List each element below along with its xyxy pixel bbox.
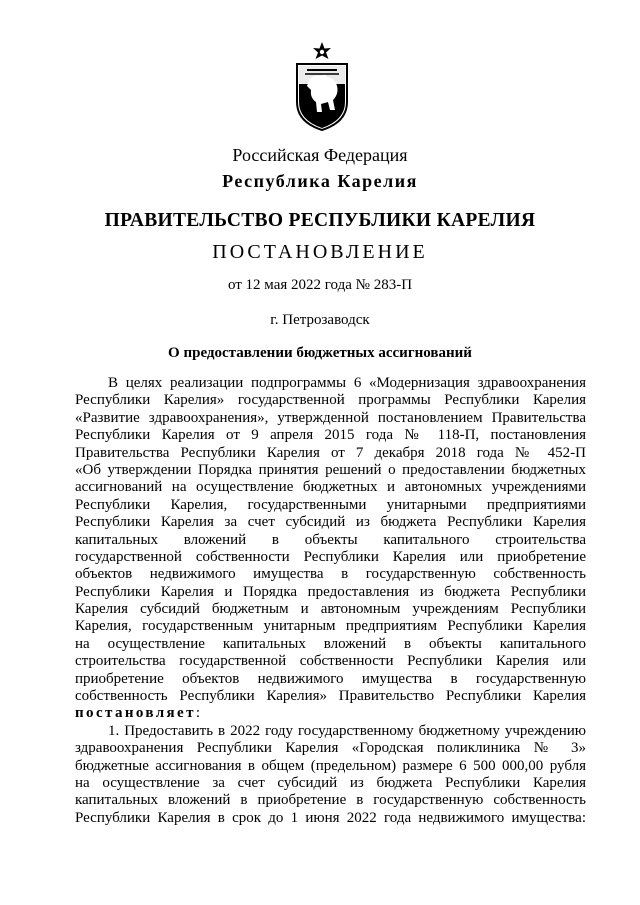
item-line: Республики Карелия в срок до 1 июня 2022 года недвижимого имущества: (75, 809, 586, 826)
decree-word: постановляет (75, 705, 196, 722)
date-number: от 12 мая 2022 года № 283-П (227, 277, 413, 293)
document-subject: О предоставлении бюджетных ассигнований (168, 345, 472, 361)
body-line: приобретение объектов недвижимого имущества в государственную (75, 670, 586, 687)
body-line: Карелия субсидий бюджетным и автономным учреждениям Республики (75, 601, 586, 618)
country-name: Российская Федерация (232, 145, 408, 165)
body-line: собственность Республики Карелия» Правительство Республики Карелия (75, 688, 586, 705)
republic-name: Республика Карелия (222, 171, 418, 191)
body-line: ассигнований на осуществление бюджетных и автономных учреждениями (75, 479, 586, 496)
body-line: Правительства Республики Карелия от 7 декабря 2018 года № 452-П (75, 444, 586, 461)
item-line: бюджетные ассигнования в общем (предельном) размере 6 500 000,00 рубля (75, 757, 586, 774)
decree-colon: : (195, 705, 201, 722)
body-line: объектов недвижимого имущества в государственную собственность (75, 566, 586, 583)
body-line: капитальных вложений в объекты капитального строительства (75, 531, 586, 548)
body-line: Республики Карелия за счет субсидий из бюджета Республики Карелия (75, 514, 586, 531)
item-line: 1. Предоставить в 2022 году государственному бюджетному учреждению (108, 722, 586, 739)
body-line: на осуществление капитальных вложений в объекты капитального (75, 635, 586, 652)
coat-of-arms-emblem (291, 40, 353, 132)
body-line: Республики Карелия и Порядка предоставления из бюджета Республики (75, 583, 586, 600)
decree-line (75, 705, 586, 722)
body-line: государственной собственности Республики Карелия или приобретение (75, 548, 586, 565)
item-line: на осуществление за счет субсидий из бюджета Республики Карелия (75, 774, 586, 791)
body-line: Республики Карелия, государственными унитарными предприятиями (75, 496, 586, 513)
body-line: «Развитие здравоохранения», утвержденной постановлением Правительства (75, 409, 586, 426)
body-line: В целях реализации подпрограммы 6 «Модернизация здравоохранения (108, 375, 586, 391)
document-type: ПОСТАНОВЛЕНИЕ (212, 241, 428, 263)
government-title: ПРАВИТЕЛЬСТВО РЕСПУБЛИКИ КАРЕЛИЯ (104, 210, 536, 231)
document-body (75, 375, 586, 827)
body-line: Республики Карелия от 9 апреля 2015 года № 118-П, постановления (75, 427, 586, 444)
body-line: Республики Карелия» государственной программы Республики Карелия (75, 392, 586, 409)
city: г. Петрозаводск (270, 312, 370, 328)
body-line: строительства государственной собственности Республики Карелия или (75, 653, 586, 670)
item-line: капитальных вложений в приобретение в государственную собственность (75, 792, 586, 809)
item-line: здравоохранения Республики Карелия «Городская поликлиника № 3» (75, 740, 586, 757)
body-line: Карелия, государственным унитарным предприятиям Республики Карелия (75, 618, 586, 635)
body-line: «Об утверждении Порядка принятия решений о предоставлении бюджетных (75, 461, 586, 478)
